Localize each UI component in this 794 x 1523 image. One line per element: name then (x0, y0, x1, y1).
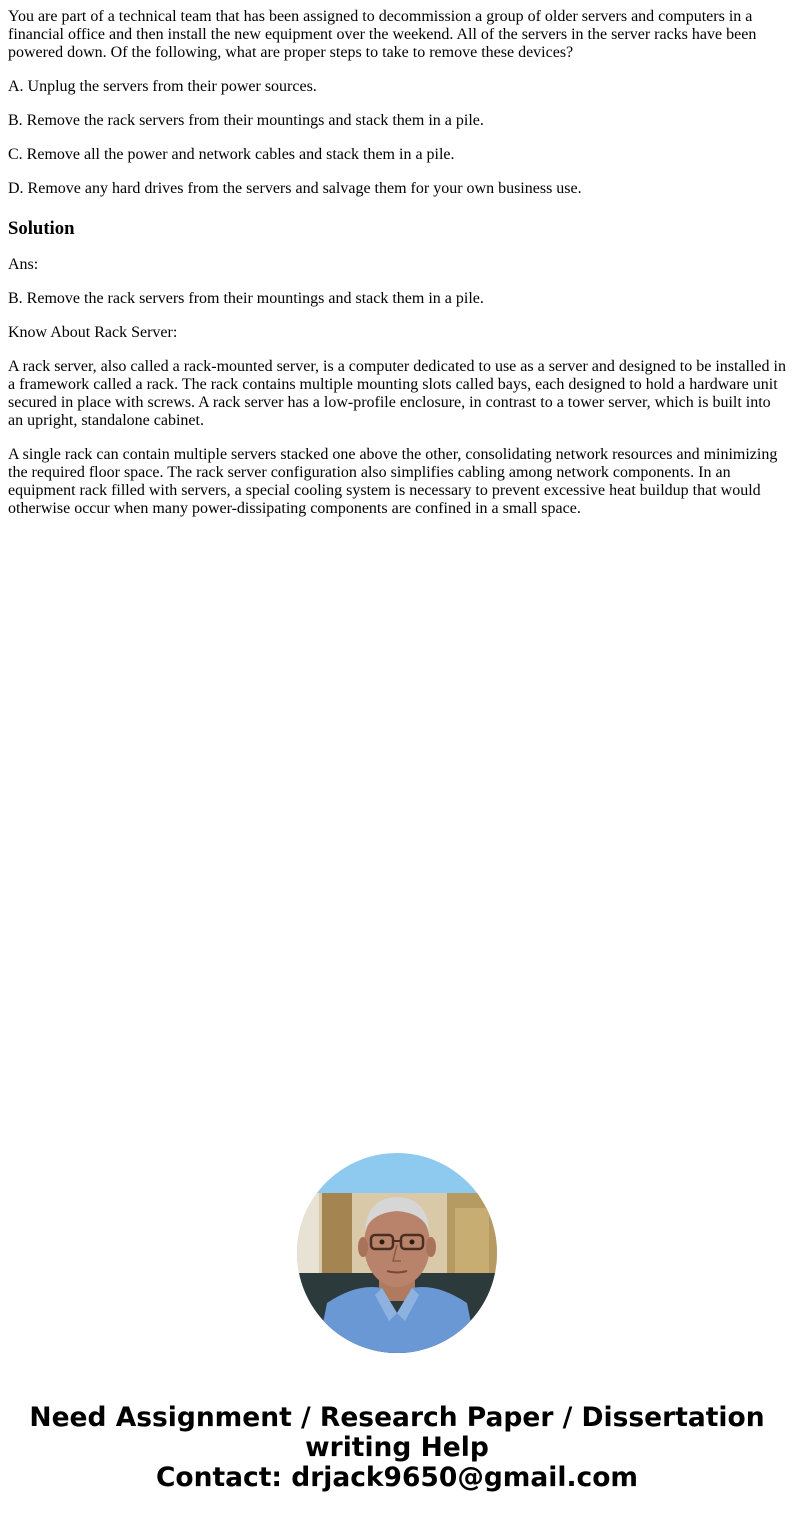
know-about-heading: Know About Rack Server: (8, 324, 178, 341)
promo-line-1: Need Assignment / Research Paper / Dissertation (29, 1402, 765, 1433)
promo-banner (0, 1403, 794, 1493)
explanation-paragraph-1: A rack server, also called a rack-mounted server, is a computer dedicated to use as a server and designed to be installed in a framework called a rack. The rack contains multiple mounting slots called bays, each designed to hold a hardware unit secured in place with screws. A rack server has a low-profile enclosure, in contrast to a tower server, which is built into an upright, standalone cabinet. (8, 358, 786, 429)
promo-contact: Contact: drjack9650@gmail.com (155, 1462, 639, 1493)
option-d: D. Remove any hard drives from the servers and salvage them for your own business use. (8, 180, 582, 197)
question-text: You are part of a technical team that has been assigned to decommission a group of older servers and computers in a financial office and then install the new equipment over the weekend. All of the servers in the server racks have been powered down. Of the following, what are proper steps to take to remove these devices? (8, 8, 757, 61)
option-b: B. Remove the rack servers from their mountings and stack them in a pile. (8, 112, 484, 129)
answer-text: B. Remove the rack servers from their mountings and stack them in a pile. (8, 290, 484, 307)
document-body (8, 8, 786, 534)
option-c: C. Remove all the power and network cables and stack them in a pile. (8, 146, 455, 163)
author-photo-illustration (297, 1153, 497, 1353)
option-a: A. Unplug the servers from their power sources. (8, 78, 317, 95)
explanation-paragraph-2: A single rack can contain multiple servers stacked one above the other, consolidating network resources and minimizing the required floor space. The rack server configuration also simplifies cabling among network components. In an equipment rack filled with servers, a special cooling system is necessary to prevent excessive heat buildup that would otherwise occur when many power-dissipating components are confined in a small space. (8, 446, 778, 517)
answer-label: Ans: (8, 256, 39, 273)
solution-heading: Solution (8, 218, 75, 239)
author-avatar (297, 1153, 497, 1353)
promo-line-2: writing Help (305, 1432, 489, 1463)
